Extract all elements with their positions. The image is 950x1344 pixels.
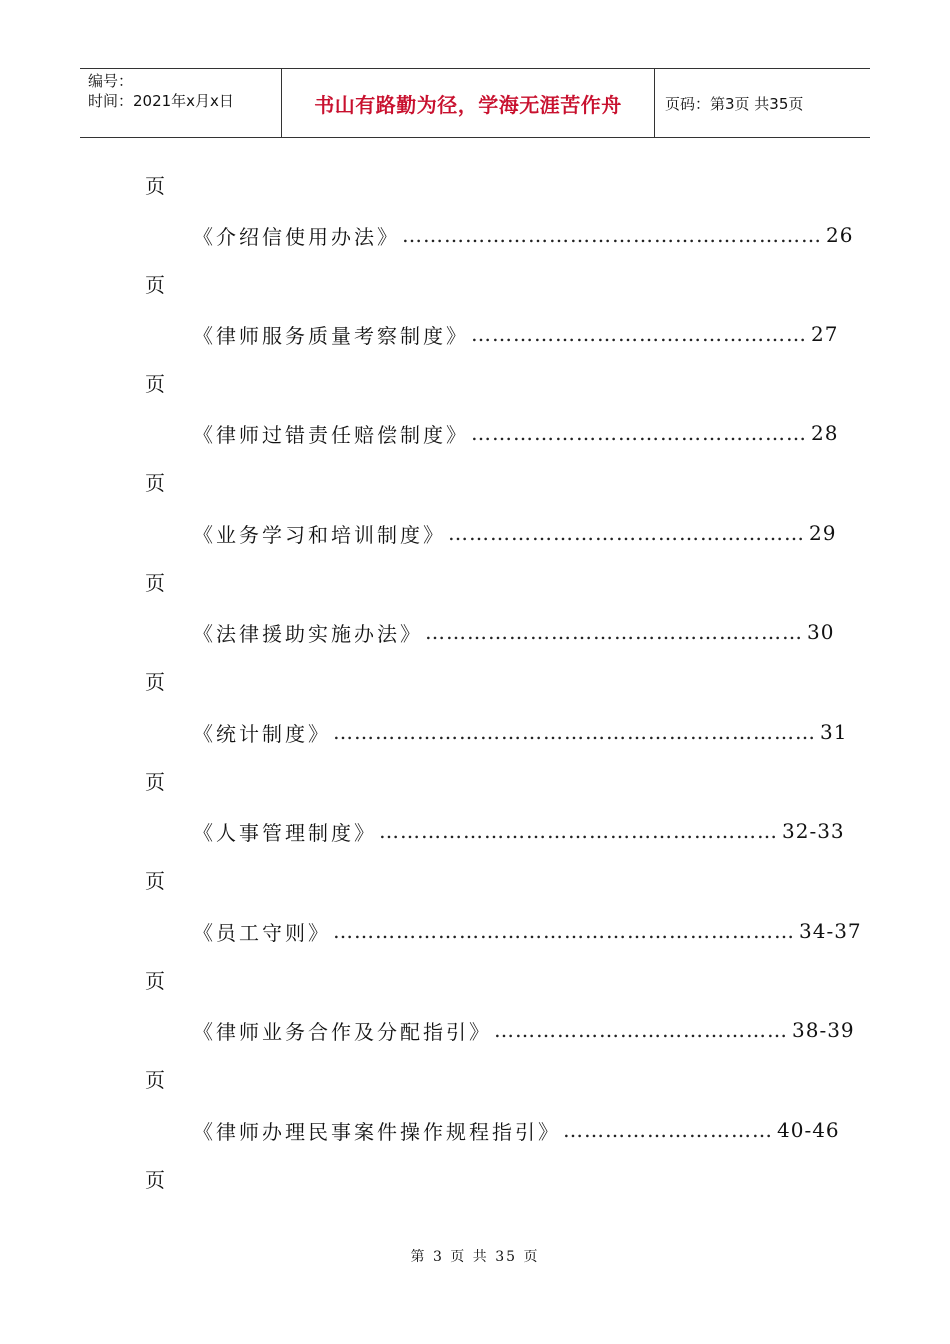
time-label: 时间：2021年x月x日 [88, 92, 234, 110]
toc-entry-title: 《律师业务合作及分配指引》 [193, 1019, 492, 1044]
toc-entry-page: 30 [807, 620, 835, 644]
toc-entry-page: 31 [820, 720, 848, 744]
header-page-info: 页码：第3页 共35页 [665, 94, 804, 113]
toc-leader-dots: ………………………………………………………… [333, 919, 795, 943]
toc-entry-page: 40-46 [777, 1118, 840, 1142]
toc-entry [193, 518, 837, 548]
toc-leader-dots: ………………………………………… [471, 322, 807, 346]
toc-leader-dots: …………………………………………… [448, 521, 805, 545]
header-motto: 书山有路勤为径，学海无涯苦作舟 [314, 92, 622, 117]
page-word: 页 [145, 969, 165, 993]
toc-entry [193, 418, 839, 448]
toc-leader-dots: ………………………………………… [471, 421, 807, 445]
page-word: 页 [145, 174, 165, 198]
toc-entry-title: 《律师过错责任赔偿制度》 [193, 422, 469, 447]
toc-entry [193, 319, 839, 349]
toc-entry-title: 《统计制度》 [193, 721, 331, 746]
page-word: 页 [145, 1168, 165, 1192]
page-footer: 第 3 页 共 35 页 [410, 1249, 540, 1265]
toc-entry-page: 28 [811, 421, 839, 445]
toc-entry [193, 717, 848, 747]
toc-entry-title: 《法律援助实施办法》 [193, 621, 423, 646]
toc-entry [193, 617, 835, 647]
toc-entry-page: 27 [811, 322, 839, 346]
toc-entry-title: 《员工守则》 [193, 920, 331, 945]
toc-entry-title: 《律师办理民事案件操作规程指引》 [193, 1119, 561, 1144]
toc-entry-page: 29 [809, 521, 837, 545]
toc-entry [193, 816, 845, 846]
page-word: 页 [145, 471, 165, 495]
toc-entry [193, 1115, 840, 1145]
toc-leader-dots: …………………………………………………… [402, 223, 822, 247]
toc-entry-page: 32-33 [782, 819, 845, 843]
page-word: 页 [145, 670, 165, 694]
toc-leader-dots: …………………………………………………………… [333, 720, 816, 744]
toc-entry-page: 26 [826, 223, 854, 247]
page-word: 页 [145, 1068, 165, 1092]
toc-entry-title: 《律师服务质量考察制度》 [193, 323, 469, 348]
toc-entry-title: 《业务学习和培训制度》 [193, 522, 446, 547]
page-word: 页 [145, 273, 165, 297]
toc-entry-page: 38-39 [792, 1018, 855, 1042]
toc-leader-dots: ………………………… [563, 1118, 773, 1142]
toc-entry-title: 《介绍信使用办法》 [193, 224, 400, 249]
page-word: 页 [145, 372, 165, 396]
page-word: 页 [145, 770, 165, 794]
toc-entry-title: 《人事管理制度》 [193, 820, 377, 845]
number-label: 编号： [88, 72, 134, 90]
page-word: 页 [145, 869, 165, 893]
toc-leader-dots: ………………………………………………… [379, 819, 778, 843]
toc-entry-page: 34-37 [799, 919, 862, 943]
page-word: 页 [145, 571, 165, 595]
toc-entry [193, 220, 854, 250]
toc-leader-dots: …………………………………… [494, 1018, 788, 1042]
toc-entry [193, 916, 862, 946]
toc-entry [193, 1015, 855, 1045]
toc-leader-dots: ……………………………………………… [425, 620, 803, 644]
